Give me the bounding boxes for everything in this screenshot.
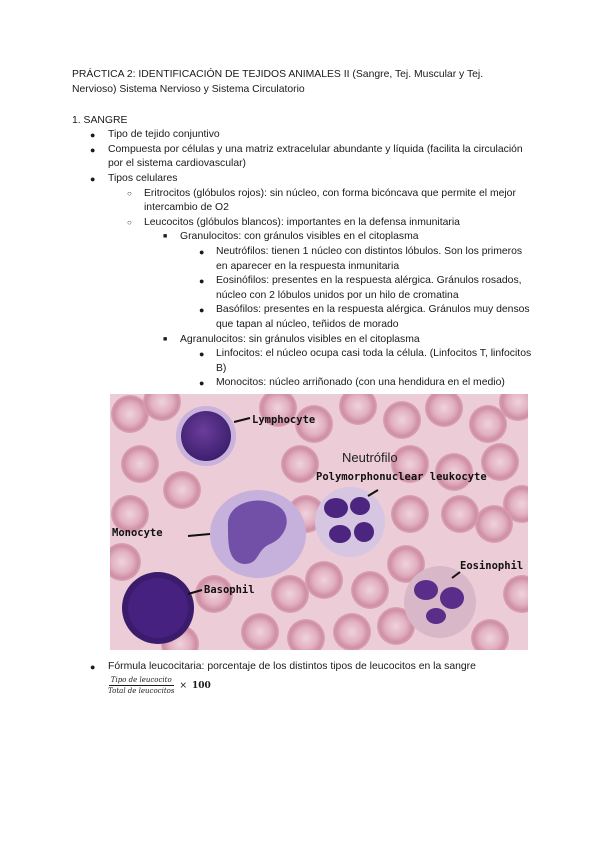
list-item: [72, 333, 532, 348]
bullet-icon: ●: [199, 349, 205, 360]
list-item: [72, 376, 532, 391]
bullet-icon: ●: [90, 130, 96, 141]
list-item: [72, 245, 532, 274]
formula-list: [72, 660, 532, 675]
list-item: [72, 303, 532, 332]
label-lymphocyte: Lymphocyte: [252, 413, 316, 426]
red-blood-cell: [475, 505, 513, 543]
item-text: Basófilos: presentes en la respuesta alérgica. Gránulos muy densos que tapan al núcleo, teñidos de morado: [216, 304, 530, 330]
item-text: Neutrófilos: tienen 1 núcleo con distintos lóbulos. Son los primeros en aparecer en la respuesta inmunitaria: [216, 245, 523, 272]
red-blood-cell: [241, 613, 279, 650]
item-text: Eosinófilos: presentes en la respuesta alérgica. Gránulos rosados, núcleo con 2 lóbulos unidos por un hilo de cromatina: [216, 275, 522, 301]
square-bullet-icon: ■: [163, 335, 168, 343]
item-text: Tipo de tejido conjuntivo: [108, 129, 220, 141]
red-blood-cell: [391, 495, 429, 533]
bullet-icon: ●: [199, 305, 205, 316]
list-item: [72, 347, 532, 376]
basophil-cell: [122, 572, 194, 644]
fraction: [108, 676, 174, 695]
red-blood-cell: [333, 613, 371, 650]
item-text: Eritrocitos (glóbulos rojos): sin núcleo, con forma bicóncava que permite el mejor intercambio de O2: [144, 187, 516, 214]
red-blood-cell: [441, 495, 479, 533]
red-blood-cell: [163, 471, 201, 509]
bullet-icon: ●: [199, 246, 205, 257]
red-blood-cell: [383, 401, 421, 439]
micrograph-svg: [110, 394, 528, 650]
monocyte-cell: [210, 490, 306, 578]
item-text: Fórmula leucocitaria: porcentaje de los distintos tipos de leucocitos en la sangre: [108, 660, 476, 672]
red-blood-cell: [481, 443, 519, 481]
red-blood-cell: [305, 561, 343, 599]
circle-bullet-icon: ○: [127, 188, 132, 198]
page-title: [72, 68, 532, 98]
red-blood-cell: [271, 575, 309, 613]
title-line-2: Nervioso) Sistema Nervioso y Sistema Circulatorio: [72, 83, 305, 95]
item-text: Leucocitos (glóbulos blancos): importantes en la defensa inmunitaria: [144, 216, 460, 228]
denominator: Total de leucocitos: [108, 687, 175, 696]
section-heading: 1. SANGRE: [72, 114, 128, 126]
bullet-icon: ●: [90, 661, 96, 672]
factor-100: 100: [192, 680, 211, 691]
bullet-icon: ●: [90, 144, 96, 155]
numerator: Tipo de leucocito: [110, 676, 172, 685]
label-eosinophil: Eosinophil: [460, 559, 524, 572]
blood-smear-micrograph: [110, 394, 528, 650]
bullet-icon: ●: [199, 276, 205, 287]
item-text: Compuesta por células y una matriz extracelular abundante y líquida (facilita la circulación por el sistema cardiovascular): [108, 143, 523, 170]
item-text: Agranulocitos: sin gránulos visibles en el citoplasma: [180, 333, 420, 345]
label-monocyte: Monocyte: [112, 526, 163, 539]
label-neutrofilo: Neutrófilo: [342, 449, 398, 465]
bullet-icon: ●: [90, 173, 96, 184]
list-item: [72, 143, 532, 172]
red-blood-cell: [121, 445, 159, 483]
lymphocyte-cell: [176, 406, 236, 466]
red-blood-cell: [281, 445, 319, 483]
list-item: [72, 230, 532, 245]
section-sangre: [72, 114, 532, 696]
red-blood-cell: [351, 571, 389, 609]
title-line-1: PRÁCTICA 2: IDENTIFICACIÓN DE TEJIDOS ANIMALES II (Sangre, Tej. Muscular y Tej.: [72, 69, 484, 80]
item-text: Tipos celulares: [108, 172, 178, 184]
list-item: [72, 128, 532, 143]
bullet-icon: ●: [199, 378, 205, 389]
item-text: Monocitos: núcleo arriñonado (con una hendidura en el medio): [216, 377, 505, 389]
sangre-list: [72, 128, 532, 391]
list-item: [72, 172, 532, 187]
leukocyte-formula: [108, 676, 532, 695]
eosinophil-cell: [404, 566, 476, 638]
item-text: Granulocitos: con gránulos visibles en el citoplasma: [180, 231, 419, 243]
list-item: [72, 187, 532, 216]
circle-bullet-icon: ○: [127, 217, 132, 227]
document-page: [72, 68, 532, 695]
neutrophil-cell: [315, 487, 385, 557]
list-item: [72, 660, 532, 675]
item-text: Linfocitos: el núcleo ocupa casi toda la célula. (Linfocitos T, linfocitos B): [216, 348, 532, 374]
list-item: [72, 274, 532, 303]
times-sign: ×: [179, 680, 187, 691]
label-basophil: Basophil: [204, 583, 255, 596]
label-polymorphonuclear: Polymorphonuclear leukocyte: [316, 470, 487, 483]
list-item: [72, 216, 532, 231]
square-bullet-icon: ■: [163, 233, 168, 241]
